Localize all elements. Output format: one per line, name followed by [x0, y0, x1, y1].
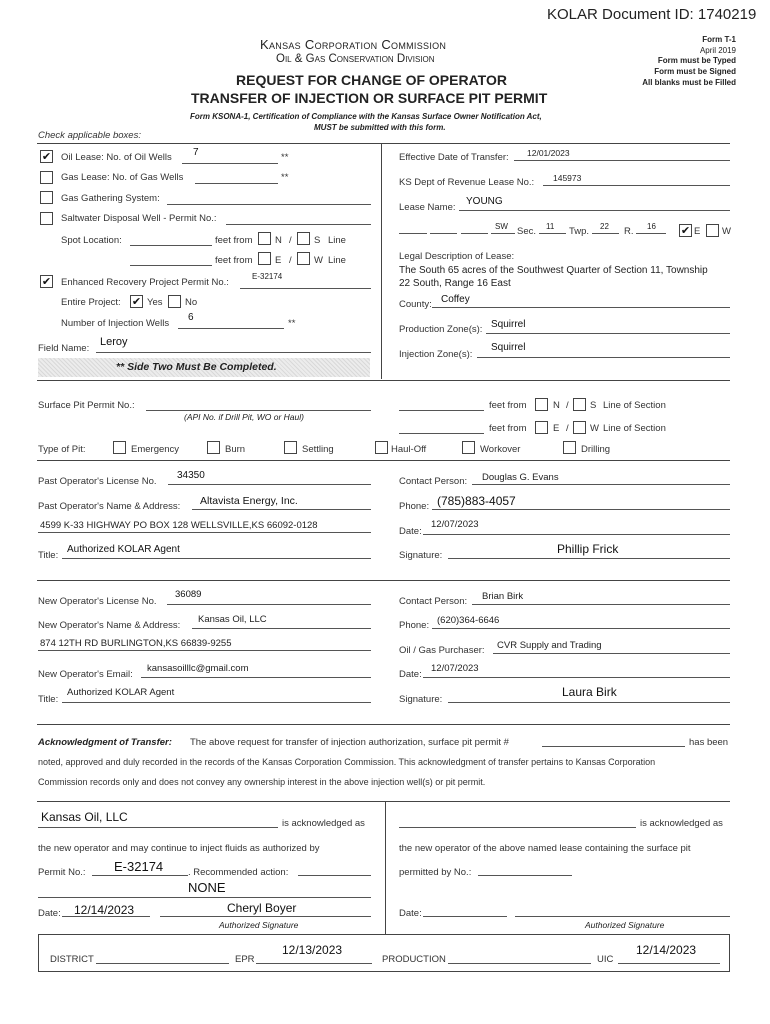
pit-emergency-checkbox[interactable]	[113, 441, 126, 454]
past-address-value[interactable]: 4599 K-33 HIGHWAY PO BOX 128 WELLSVILLE,KS 66092-0128	[40, 520, 318, 531]
range-label: R.	[624, 226, 634, 237]
past-name-value[interactable]: Altavista Energy, Inc.	[200, 495, 298, 507]
past-date-line	[423, 534, 730, 535]
new-contact-label: Contact Person:	[399, 596, 468, 607]
subnote-2: MUST be submitted with this form.	[314, 123, 446, 132]
entire-yes-checkbox[interactable]: ✔	[131, 296, 142, 308]
inj-wells-value[interactable]: 6	[188, 312, 194, 323]
yes-label: Yes	[147, 297, 163, 308]
epr-date-value[interactable]: 12/13/2023	[282, 943, 343, 957]
legal-description-label: Legal Description of Lease:	[399, 251, 515, 262]
twp-label: Twp.	[569, 226, 590, 237]
new-phone-label: Phone:	[399, 620, 430, 631]
effective-date-value[interactable]: 12/01/2023	[527, 148, 570, 158]
api-note: (API No. if Drill Pit, WO or Haul)	[184, 412, 304, 422]
spot-n-checkbox[interactable]	[258, 232, 271, 245]
no-label: No	[185, 297, 198, 308]
ks-lease-no-value[interactable]: 145973	[553, 173, 582, 183]
past-date-label: Date:	[399, 526, 422, 537]
column-divider	[381, 143, 382, 379]
new-contact-value[interactable]: Brian Birk	[482, 591, 524, 602]
form-date: April 2019	[699, 46, 736, 55]
past-signature-line	[448, 558, 730, 559]
effective-date-label: Effective Date of Transfer:	[399, 152, 509, 163]
s-label: S	[314, 235, 321, 246]
past-address-line	[38, 532, 371, 533]
production-label: PRODUCTION	[382, 954, 446, 965]
slash: /	[566, 423, 569, 434]
pit-hauloff-label: Haul-Off	[391, 444, 427, 455]
past-contact-label: Contact Person:	[399, 476, 468, 487]
sec-line	[539, 233, 566, 234]
oil-wells-value[interactable]: 7	[193, 147, 199, 158]
oil-wells-star: **	[281, 152, 289, 163]
pit-drilling-checkbox[interactable]	[563, 441, 576, 454]
line-label: Line	[328, 255, 346, 266]
ack-recommended-value[interactable]: NONE	[188, 880, 226, 895]
field-name-line	[96, 352, 371, 353]
gas-gathering-label: Gas Gathering System:	[61, 193, 160, 204]
new-signature-value[interactable]: Laura Birk	[562, 685, 617, 699]
ack-permit-label: Permit No.:	[38, 867, 86, 878]
e-label: E	[275, 255, 282, 266]
county-line	[432, 307, 730, 308]
ack-right-text: the new operator of the above named lease containing the surface pit	[399, 843, 691, 854]
divider	[37, 380, 730, 381]
sec-value[interactable]: 11	[546, 222, 555, 231]
past-phone-value[interactable]: (785)883-4057	[437, 494, 516, 508]
pit-burn-label: Burn	[225, 444, 246, 455]
quarter-3-line[interactable]	[461, 233, 488, 234]
spot-s-checkbox[interactable]	[297, 232, 310, 245]
entire-no-checkbox[interactable]	[168, 295, 181, 308]
ack-recommended-line-1	[298, 875, 371, 876]
divider	[37, 724, 730, 725]
new-name-line	[192, 628, 371, 629]
ks-lease-no-line	[543, 185, 730, 186]
erp-permit-value[interactable]: E-32174	[252, 272, 283, 281]
past-name-label: Past Operator's Name & Address:	[38, 501, 181, 512]
pit-settling-checkbox[interactable]	[284, 441, 297, 454]
feet-from-label: feet from	[489, 423, 527, 434]
form-title-1: REQUEST FOR CHANGE OF OPERATOR	[236, 72, 507, 88]
county-value[interactable]: Coffey	[441, 294, 470, 305]
past-phone-label: Phone:	[399, 501, 430, 512]
surface-pit-permit-line[interactable]	[146, 410, 371, 411]
column-divider	[385, 801, 386, 934]
ack-text-3: Commission records only and does not convey any ownership interest in the above injection well(s) or pit permit.	[38, 777, 486, 787]
pit-emergency-label: Emergency	[131, 444, 180, 455]
purchaser-value[interactable]: CVR Supply and Trading	[497, 640, 602, 651]
pit-settling-label: Settling	[302, 444, 334, 455]
gas-gathering-checkbox[interactable]	[40, 191, 53, 204]
ack-date-value[interactable]: 12/14/2023	[74, 903, 135, 917]
surface-pit-permit-label: Surface Pit Permit No.:	[38, 400, 135, 411]
legal-description-line-2[interactable]: 22 South, Range 16 East	[399, 278, 511, 289]
pit-burn-checkbox[interactable]	[207, 441, 220, 454]
field-name-label: Field Name:	[38, 343, 90, 354]
past-contact-line	[472, 484, 730, 485]
inj-wells-line	[178, 328, 284, 329]
divider	[37, 143, 730, 144]
pit-workover-label: Workover	[480, 444, 521, 455]
ack-permit-no-line	[92, 875, 188, 876]
n-label: N	[553, 400, 560, 411]
new-email-value[interactable]: kansasoilllc@gmail.com	[147, 663, 249, 674]
new-phone-value[interactable]: (620)364-6646	[437, 615, 500, 626]
district-line[interactable]	[96, 963, 229, 964]
pit-workover-checkbox[interactable]	[462, 441, 475, 454]
ack-is-acknowledged: is acknowledged as	[640, 818, 723, 829]
new-license-label: New Operator's License No.	[38, 596, 157, 607]
ack-operator-line	[38, 827, 278, 828]
lease-name-label: Lease Name:	[399, 202, 456, 213]
w-label: W	[590, 423, 599, 434]
side-two-text: ** Side Two Must Be Completed.	[116, 361, 277, 373]
ack-left-text: the new operator and may continue to inject fluids as authorized by	[38, 843, 320, 854]
pit-n-checkbox[interactable]	[535, 398, 548, 411]
past-name-line	[192, 509, 371, 510]
erp-label: Enhanced Recovery Project Permit No.:	[61, 277, 229, 288]
ack-permit-line[interactable]	[542, 746, 685, 747]
new-phone-line	[432, 628, 730, 629]
range-value[interactable]: 16	[647, 222, 656, 231]
ack-date-label: Date:	[38, 908, 61, 919]
slash: /	[289, 255, 292, 266]
new-date-value[interactable]: 12/07/2023	[431, 663, 479, 674]
oil-wells-line	[182, 163, 278, 164]
pit-ns-feet-line[interactable]	[399, 410, 484, 411]
side-two-banner	[38, 358, 370, 377]
past-signature-label: Signature:	[399, 550, 443, 561]
new-email-line	[141, 677, 371, 678]
gas-lease-label: Gas Lease: No. of Gas Wells	[61, 172, 184, 183]
uic-date-value[interactable]: 12/14/2023	[636, 943, 697, 957]
w-label: W	[722, 226, 731, 237]
ack-signature-value[interactable]: Cheryl Boyer	[227, 901, 297, 915]
twp-line	[592, 233, 619, 234]
spot-e-checkbox[interactable]	[258, 252, 271, 265]
quarter-1-line[interactable]	[399, 233, 427, 234]
ack-right-date-line[interactable]	[423, 916, 507, 917]
new-signature-line	[448, 702, 730, 703]
division-name: Oil & Gas Conservation Division	[276, 53, 435, 65]
swd-label: Saltwater Disposal Well - Permit No.:	[61, 213, 217, 224]
epr-line	[256, 963, 372, 964]
inj-wells-label: Number of Injection Wells	[61, 318, 170, 329]
spot-location-label: Spot Location:	[61, 235, 122, 246]
past-signature-value[interactable]: Phillip Frick	[557, 542, 619, 556]
new-title-line	[62, 702, 371, 703]
past-title-line	[62, 558, 371, 559]
quarter-2-line[interactable]	[430, 233, 457, 234]
swd-permit-line[interactable]	[226, 224, 371, 225]
purchaser-line	[493, 653, 730, 654]
uic-line	[618, 963, 720, 964]
new-date-line	[423, 677, 730, 678]
form-note-signed: Form must be Signed	[654, 67, 736, 76]
spot-ew-feet-line[interactable]	[130, 265, 212, 266]
type-of-pit-label: Type of Pit:	[38, 444, 86, 455]
gas-wells-star: **	[281, 172, 289, 183]
ack-permitted-by-label: permitted by No.:	[399, 867, 472, 878]
sec-label: Sec.	[517, 226, 537, 237]
district-box	[38, 934, 730, 972]
new-email-label: New Operator's Email:	[38, 669, 133, 680]
past-phone-line	[432, 509, 730, 510]
swd-checkbox[interactable]	[40, 212, 53, 225]
new-license-line	[167, 604, 371, 605]
pit-drilling-label: Drilling	[581, 444, 611, 455]
divider	[37, 580, 730, 581]
w-label: W	[314, 255, 323, 266]
ack-title: Acknowledgment of Transfer:	[38, 737, 172, 748]
pit-w-checkbox[interactable]	[573, 421, 586, 434]
past-license-label: Past Operator's License No.	[38, 476, 157, 487]
e-label: E	[553, 423, 560, 434]
gas-lease-checkbox[interactable]	[40, 171, 53, 184]
form-title-2: TRANSFER OF INJECTION OR SURFACE PIT PERMIT	[191, 90, 548, 106]
e-label: E	[694, 226, 701, 237]
line-label: Line	[328, 235, 346, 246]
past-title-value[interactable]: Authorized KOLAR Agent	[67, 544, 180, 555]
check-boxes-label: Check applicable boxes:	[38, 130, 141, 141]
divider	[37, 460, 730, 461]
injection-zone-label: Injection Zone(s):	[399, 349, 473, 360]
feet-from-label: feet from	[215, 255, 253, 266]
legal-description-line-1[interactable]: The South 65 acres of the Southwest Quarter of Section 11, Township	[399, 265, 708, 276]
pit-hauloff-checkbox[interactable]	[375, 441, 388, 454]
new-license-value[interactable]: 36089	[175, 589, 202, 600]
slash: /	[566, 400, 569, 411]
new-title-value[interactable]: Authorized KOLAR Agent	[67, 687, 175, 698]
spot-w-checkbox[interactable]	[297, 252, 310, 265]
ack-recommended-label: . Recommended action:	[188, 867, 289, 878]
ack-has-been: has been	[689, 737, 729, 748]
ack-signature-line	[160, 916, 371, 917]
feet-from-label: feet from	[489, 400, 527, 411]
document-id: KOLAR Document ID: 1740219	[547, 6, 757, 23]
ack-is-acknowledged: is acknowledged as	[282, 818, 365, 829]
county-label: County:	[399, 299, 432, 310]
production-zone-line	[486, 333, 730, 334]
gas-wells-line[interactable]	[195, 183, 278, 184]
erp-permit-line	[240, 288, 371, 289]
erp-checkbox[interactable]: ✔	[41, 276, 52, 288]
ack-recommended-line-2	[38, 897, 371, 898]
pit-e-checkbox[interactable]	[535, 421, 548, 434]
quarter-value[interactable]: SW	[495, 222, 508, 231]
s-label: S	[590, 400, 597, 411]
oil-lease-checkbox[interactable]: ✔	[41, 151, 52, 163]
past-title-label: Title:	[38, 550, 59, 561]
production-zone-value[interactable]: Squirrel	[491, 319, 526, 330]
pit-ew-feet-line[interactable]	[399, 433, 484, 434]
quarter-4-line	[491, 233, 515, 234]
new-title-label: Title:	[38, 694, 59, 705]
form-number: Form T-1	[702, 35, 736, 44]
new-date-label: Date:	[399, 669, 422, 680]
oil-lease-label: Oil Lease: No. of Oil Wells	[61, 152, 172, 163]
form-note-filled: All blanks must be Filled	[642, 78, 736, 87]
district-label: DISTRICT	[50, 954, 94, 965]
feet-from-label: feet from	[215, 235, 253, 246]
ack-text-1: The above request for transfer of injection authorization, surface pit permit #	[190, 737, 509, 748]
purchaser-label: Oil / Gas Purchaser:	[399, 645, 485, 656]
past-contact-value[interactable]: Douglas G. Evans	[482, 472, 559, 483]
subnote-1: Form KSONA-1, Certification of Compliance with the Kansas Surface Owner Notification Act,	[190, 112, 542, 121]
epr-label: EPR	[235, 954, 255, 965]
new-contact-line	[472, 604, 730, 605]
new-name-value[interactable]: Kansas Oil, LLC	[198, 614, 267, 625]
range-line	[636, 233, 666, 234]
ack-right-date-label: Date:	[399, 908, 422, 919]
entire-project-label: Entire Project:	[61, 297, 121, 308]
lease-name-value[interactable]: YOUNG	[466, 196, 503, 207]
commission-name: Kansas Corporation Commission	[260, 37, 447, 52]
new-name-label: New Operator's Name & Address:	[38, 620, 181, 631]
new-address-value[interactable]: 874 12TH RD BURLINGTON,KS 66839-9255	[40, 638, 232, 649]
authorized-signature-label: Authorized Signature	[585, 920, 665, 930]
past-license-line	[168, 484, 371, 485]
range-e-checkbox[interactable]: ✔	[680, 225, 691, 237]
injection-zone-line	[477, 357, 730, 358]
slash: /	[289, 235, 292, 246]
ack-permit-value[interactable]: E-32174	[114, 859, 164, 874]
new-signature-label: Signature:	[399, 694, 443, 705]
ack-right-signature-line[interactable]	[515, 916, 730, 917]
uic-label: UIC	[597, 954, 614, 965]
ack-right-operator-line[interactable]	[399, 827, 636, 828]
effective-date-line	[514, 160, 730, 161]
past-license-value[interactable]: 34350	[177, 470, 205, 481]
production-zone-label: Production Zone(s):	[399, 324, 483, 335]
ack-operator-name[interactable]: Kansas Oil, LLC	[41, 810, 128, 824]
twp-value[interactable]: 22	[600, 222, 609, 231]
pit-s-checkbox[interactable]	[573, 398, 586, 411]
lease-name-line	[459, 210, 730, 211]
field-name-value[interactable]: Leroy	[100, 336, 128, 348]
past-date-value[interactable]: 12/07/2023	[431, 519, 479, 530]
authorized-signature-label: Authorized Signature	[219, 920, 299, 930]
spot-ns-feet-line[interactable]	[130, 245, 212, 246]
n-label: N	[275, 235, 282, 246]
new-address-line	[38, 650, 371, 651]
line-of-section-label: Line of Section	[603, 400, 666, 411]
ack-permitted-by-line[interactable]	[478, 875, 572, 876]
inj-wells-star: **	[288, 318, 296, 329]
gas-gathering-line[interactable]	[167, 204, 371, 205]
ack-text-2: noted, approved and duly recorded in the records of the Kansas Corporation Commission. This acknowledgment of transfer pertains to Kansas Corporation	[38, 757, 656, 767]
line-of-section-label: Line of Section	[603, 423, 666, 434]
injection-zone-value[interactable]: Squirrel	[491, 342, 526, 353]
divider	[37, 801, 730, 802]
range-w-checkbox[interactable]	[706, 224, 719, 237]
ks-lease-no-label: KS Dept of Revenue Lease No.:	[399, 177, 535, 188]
production-line[interactable]	[448, 963, 591, 964]
form-note-typed: Form must be Typed	[657, 56, 736, 65]
